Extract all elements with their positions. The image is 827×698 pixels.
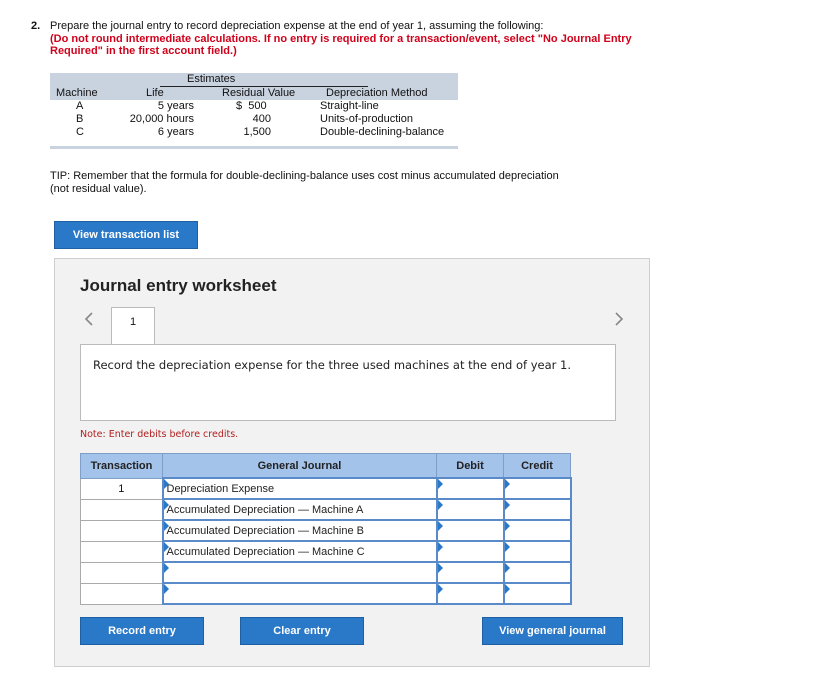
clear-entry-button[interactable]: Clear entry [240,617,364,645]
account-value: Depreciation Expense [166,482,275,495]
chevron-right-icon[interactable] [613,311,625,331]
row-b-life: 20,000 hours [129,113,194,125]
row-b-method: Units-of-production [320,113,413,125]
dropdown-marker-icon [505,584,510,594]
estimates-table [50,73,458,149]
debit-field[interactable] [437,478,504,499]
col-header-method: Depreciation Method [326,87,428,99]
journal-row [81,562,571,583]
col-header-general-journal: General Journal [163,454,437,479]
estimates-bottom-rule [50,146,458,149]
transaction-cell: 1 [81,478,163,499]
dropdown-marker-icon [505,542,510,552]
dropdown-marker-icon [505,521,510,531]
question-number: 2. [31,20,41,32]
journal-row [81,499,571,520]
credit-field[interactable] [504,583,571,604]
dropdown-marker-icon [164,563,169,573]
credit-field[interactable] [504,541,571,562]
row-c-residual: 1,500 [243,126,271,138]
journal-row [81,520,571,541]
account-field[interactable] [163,562,437,583]
row-a-life: 5 years [157,100,194,112]
col-header-residual: Residual Value [222,87,296,99]
debit-field[interactable] [437,520,504,541]
dropdown-marker-icon [164,521,169,531]
dropdown-marker-icon [164,500,169,510]
row-c-life: 6 years [157,126,194,138]
row-a-method: Straight-line [320,100,379,112]
question-warning: (Do not round intermediate calculations. If no entry is required for a transaction/event, select "No Journal Entry Required" in the first account field.) [50,32,632,57]
dropdown-marker-icon [164,542,169,552]
debit-field[interactable] [437,541,504,562]
col-header-machine: Machine [56,87,98,99]
row-a-machine: A [76,100,84,112]
journal-row [81,478,571,499]
journal-row [81,583,571,604]
worksheet-prompt: Record the depreciation expense for the three used machines at the end of year 1. [80,344,616,421]
col-header-transaction: Transaction [81,454,163,479]
journal-row [81,541,571,562]
credit-field[interactable] [504,520,571,541]
view-general-journal-button[interactable]: View general journal [482,617,623,645]
dropdown-marker-icon [505,563,510,573]
dropdown-marker-icon [164,584,169,594]
account-field[interactable] [163,541,437,562]
dropdown-marker-icon [438,563,443,573]
tip-text: TIP: Remember that the formula for double-declining-balance uses cost minus accumulated depreciation (not residual value). [50,170,559,195]
question-text [50,20,650,58]
dropdown-marker-icon [505,500,510,510]
view-transaction-list-button[interactable]: View transaction list [54,221,198,249]
transaction-cell [81,499,163,520]
dropdown-marker-icon [438,584,443,594]
tab-transaction-1[interactable]: 1 [111,307,155,344]
dropdown-marker-icon [505,479,510,489]
credit-field[interactable] [504,562,571,583]
row-b-residual: 400 [252,113,271,125]
chevron-left-icon[interactable] [83,311,95,331]
worksheet-title: Journal entry worksheet [80,276,277,295]
debit-field[interactable] [437,562,504,583]
credit-field[interactable] [504,499,571,520]
dropdown-marker-icon [438,479,443,489]
dropdown-marker-icon [438,542,443,552]
dropdown-marker-icon [438,521,443,531]
row-b-machine: B [76,113,84,125]
row-c-machine: C [76,126,84,138]
debit-field[interactable] [437,499,504,520]
account-value: Accumulated Depreciation — Machine C [166,545,365,558]
dropdown-marker-icon [438,500,443,510]
col-header-credit: Credit [504,454,571,479]
transaction-cell [81,583,163,604]
credit-field[interactable] [504,478,571,499]
dropdown-marker-icon [164,479,169,489]
journal-table [80,453,570,605]
record-entry-button[interactable]: Record entry [80,617,204,645]
col-header-debit: Debit [437,454,504,479]
question-prompt: Prepare the journal entry to record depreciation expense at the end of year 1, assuming the following: [50,20,544,32]
account-value: Accumulated Depreciation — Machine A [166,503,364,516]
row-c-method: Double-declining-balance [320,126,445,138]
col-header-life: Life [146,87,164,99]
account-field[interactable] [163,478,437,499]
entry-note: Note: Enter debits before credits. [80,429,239,440]
row-a-residual: $ 500 [236,100,267,112]
transaction-cell [81,520,163,541]
transaction-cell [81,562,163,583]
estimates-group-header: Estimates [187,73,236,85]
debit-field[interactable] [437,583,504,604]
account-value: Accumulated Depreciation — Machine B [166,524,364,537]
account-field[interactable] [163,499,437,520]
transaction-cell [81,541,163,562]
account-field[interactable] [163,583,437,604]
account-field[interactable] [163,520,437,541]
